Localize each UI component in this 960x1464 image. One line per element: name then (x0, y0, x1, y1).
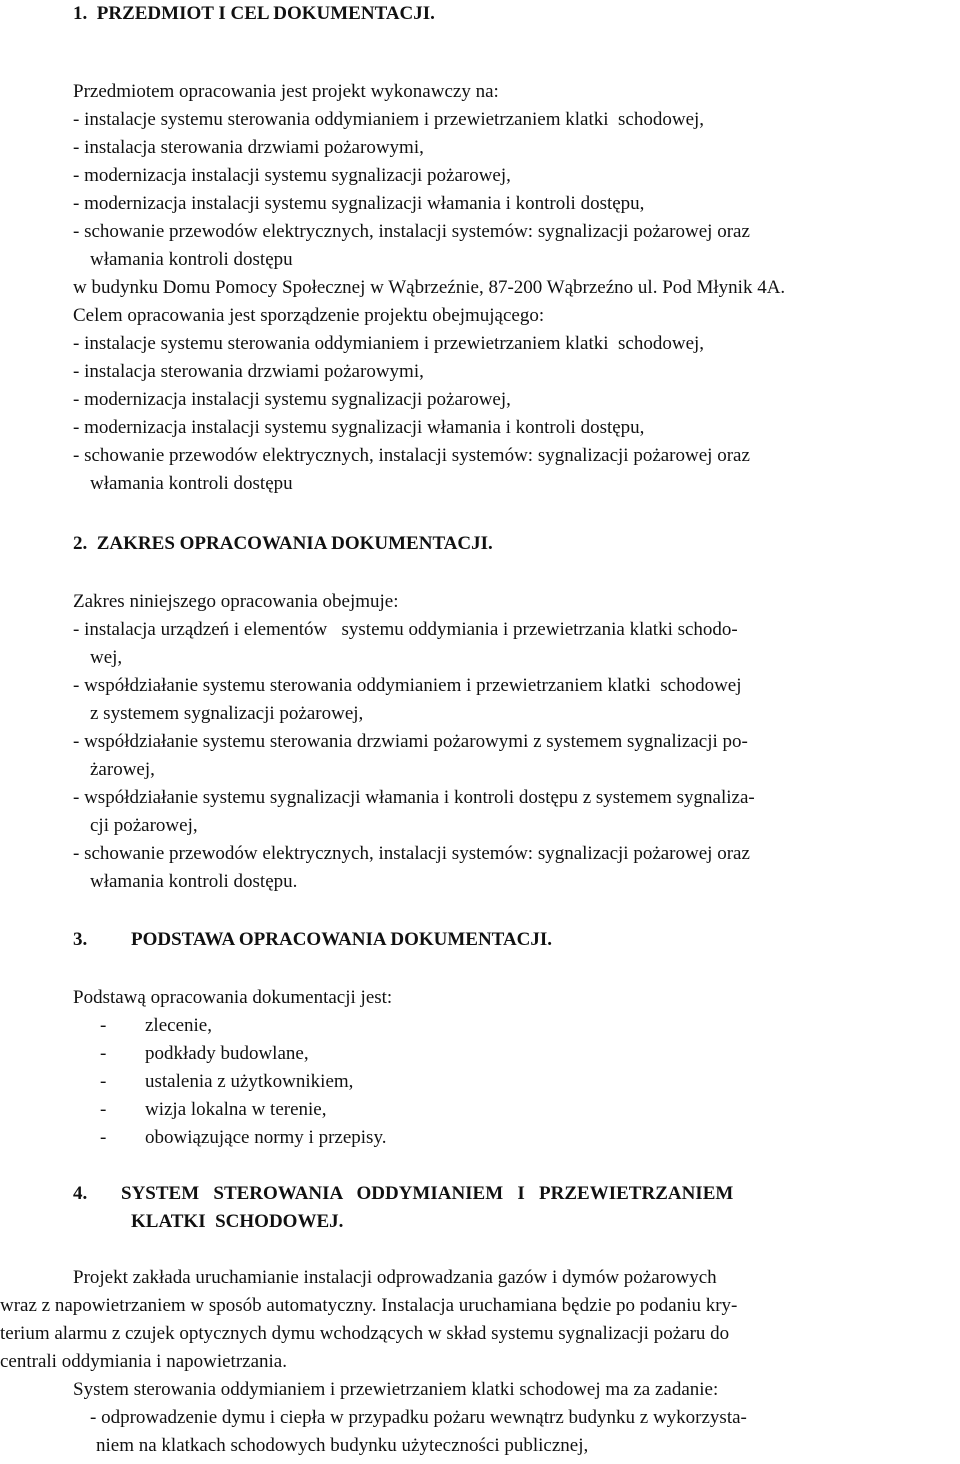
scope-line: - współdziałanie systemu sterowania oddymianiem i przewietrzaniem klatki schodowej (73, 675, 742, 696)
purpose-item: - instalacja sterowania drzwiami pożarowymi, (73, 361, 424, 382)
paragraph-line: terium alarmu z czujek optycznych dymu wchodzących w skład systemu sygnalizacji pożaru do (0, 1323, 730, 1344)
section-3-heading: PODSTAWA OPRACOWANIA DOKUMENTACJI. (131, 929, 553, 950)
subject-item: włamania kontroli dostępu (90, 249, 293, 270)
section-4-number: 4. (73, 1183, 88, 1204)
scope-line: - współdziałanie systemu sygnalizacji włamania i kontroli dostępu z systemem sygnaliza- (73, 787, 755, 808)
list-dash: - (100, 1099, 107, 1120)
section-4-heading-line1: SYSTEM STEROWANIA ODDYMIANIEM I PRZEWIETRZANIEM (121, 1183, 734, 1204)
purpose-item: włamania kontroli dostępu (90, 473, 293, 494)
subject-item: - instalacje systemu sterowania oddymianiem i przewietrzaniem klatki schodowej, (73, 109, 705, 130)
section-4-heading-line2: KLATKI SCHODOWEJ. (131, 1211, 344, 1232)
scope-line: - schowanie przewodów elektrycznych, instalacji systemów: sygnalizacji pożarowej oraz (73, 843, 750, 864)
purpose-item: - schowanie przewodów elektrycznych, instalacji systemów: sygnalizacji pożarowej oraz (73, 445, 750, 466)
scope-line: włamania kontroli dostępu. (90, 871, 298, 892)
paragraph-line: Projekt zakłada uruchamianie instalacji odprowadzania gazów i dymów pożarowych (73, 1267, 717, 1288)
section-2-intro: Zakres niniejszego opracowania obejmuje: (73, 591, 399, 612)
scope-line: żarowej, (90, 759, 155, 780)
section-1-heading: 1. PRZEDMIOT I CEL DOKUMENTACJI. (73, 3, 435, 24)
subject-item: - schowanie przewodów elektrycznych, instalacji systemów: sygnalizacji pożarowej oraz (73, 221, 750, 242)
basis-item: podkłady budowlane, (145, 1043, 309, 1064)
purpose-item: - modernizacja instalacji systemu sygnalizacji pożarowej, (73, 389, 511, 410)
section-1-intro: Przedmiotem opracowania jest projekt wykonawczy na: (73, 81, 499, 102)
purpose-intro: Celem opracowania jest sporządzenie projektu obejmującego: (73, 305, 545, 326)
basis-item: ustalenia z użytkownikiem, (145, 1071, 354, 1092)
basis-item: zlecenie, (145, 1015, 212, 1036)
paragraph-line: wraz z napowietrzaniem w sposób automatyczny. Instalacja uruchamiana będzie po podaniu kry- (0, 1295, 738, 1316)
scope-line: - instalacja urządzeń i elementów systemu oddymiania i przewietrzania klatki schodo- (73, 619, 738, 640)
list-dash: - (100, 1015, 107, 1036)
scope-line: z systemem sygnalizacji pożarowej, (90, 703, 364, 724)
scope-line: wej, (90, 647, 123, 668)
section-3-number: 3. (73, 929, 88, 950)
subject-item: - instalacja sterowania drzwiami pożarowymi, (73, 137, 424, 158)
list-dash: - (100, 1127, 107, 1148)
scope-line: cji pożarowej, (90, 815, 198, 836)
purpose-item: - modernizacja instalacji systemu sygnalizacji włamania i kontroli dostępu, (73, 417, 645, 438)
list-dash: - (100, 1043, 107, 1064)
task-item: - odprowadzenie dymu i ciepła w przypadku pożaru wewnątrz budynku z wykorzysta- (90, 1407, 747, 1428)
subject-item: - modernizacja instalacji systemu sygnalizacji włamania i kontroli dostępu, (73, 193, 645, 214)
paragraph-line: centrali oddymiania i napowietrzania. (0, 1351, 287, 1372)
location-line: w budynku Domu Pomocy Społecznej w Wąbrzeźnie, 87-200 Wąbrzeźno ul. Pod Młynik 4A. (73, 277, 786, 298)
scope-line: - współdziałanie systemu sterowania drzwiami pożarowymi z systemem sygnalizacji po- (73, 731, 748, 752)
purpose-item: - instalacje systemu sterowania oddymianiem i przewietrzaniem klatki schodowej, (73, 333, 705, 354)
section-3-intro: Podstawą opracowania dokumentacji jest: (73, 987, 393, 1008)
section-2-heading: 2. ZAKRES OPRACOWANIA DOKUMENTACJI. (73, 533, 493, 554)
list-dash: - (100, 1071, 107, 1092)
task-item: niem na klatkach schodowych budynku użyteczności publicznej, (96, 1435, 589, 1456)
basis-item: obowiązujące normy i przepisy. (145, 1127, 387, 1148)
paragraph-line: System sterowania oddymianiem i przewietrzaniem klatki schodowej ma za zadanie: (73, 1379, 719, 1400)
basis-item: wizja lokalna w terenie, (145, 1099, 327, 1120)
subject-item: - modernizacja instalacji systemu sygnalizacji pożarowej, (73, 165, 511, 186)
